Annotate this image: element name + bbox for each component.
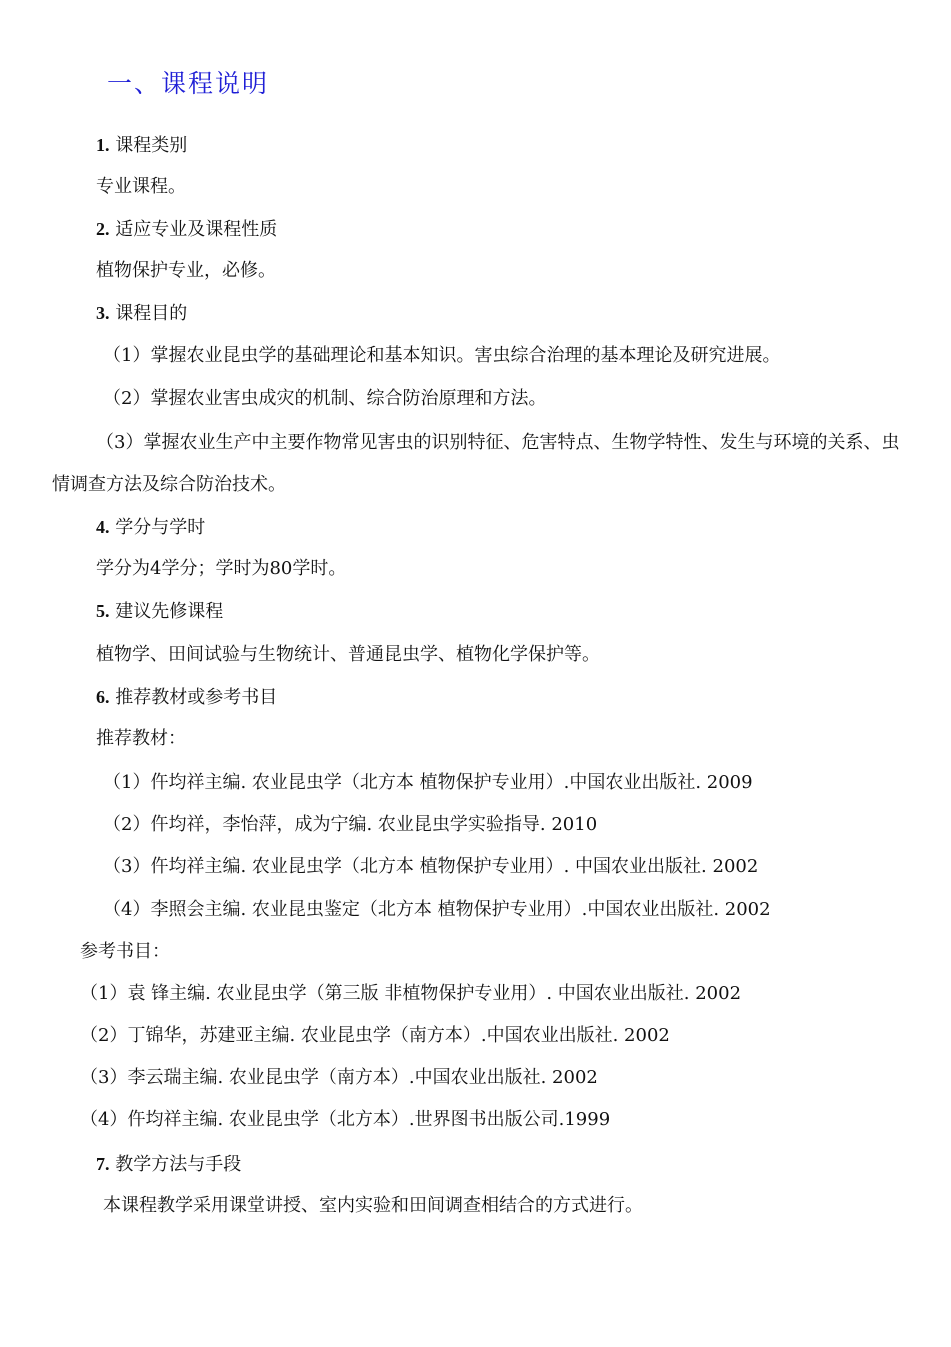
section-heading-7	[96, 1152, 241, 1177]
page-title: 一、课程说明	[107, 69, 270, 98]
section-number: 2.	[96, 219, 110, 239]
section-number: 1.	[96, 135, 110, 155]
section-number: 3.	[96, 303, 110, 323]
reference-item: （4）仵均祥主编. 农业昆虫学（北方本）.世界图书出版公司.1999	[80, 1109, 611, 1130]
section-heading-text: 课程目的	[115, 303, 188, 324]
section-heading-text: 适应专业及课程性质	[115, 219, 278, 240]
textbooks-label: 推荐教材：	[96, 728, 186, 749]
section-body-4: 学分为4学分；学时为80学时。	[96, 558, 347, 579]
section-heading-text: 推荐教材或参考书目	[115, 687, 278, 708]
section-heading-text: 教学方法与手段	[115, 1154, 242, 1175]
section-heading-text: 建议先修课程	[115, 601, 224, 622]
section-heading-3	[96, 301, 187, 326]
objective-item: （3）掌握农业生产中主要作物常见害虫的识别特征、危害特点、生物学特性、发生与环境的关系、虫情调查方法及综合防治技术。	[52, 432, 900, 495]
section-heading-2	[96, 217, 277, 242]
section-number: 6.	[96, 687, 110, 707]
reference-item: （1）袁 锋主编. 农业昆虫学（第三版 非植物保护专业用）. 中国农业出版社. 2002	[80, 983, 742, 1004]
textbook-item: （4）李照会主编. 农业昆虫鉴定（北方本 植物保护专业用）.中国农业出版社. 2002	[103, 899, 771, 920]
section-body-7: 本课程教学采用课堂讲授、室内实验和田间调查相结合的方式进行。	[103, 1195, 643, 1216]
objective-item: （2）掌握农业害虫成灾的机制、综合防治原理和方法。	[103, 388, 547, 409]
section-heading-text: 课程类别	[115, 135, 188, 156]
reference-item: （3）李云瑞主编. 农业昆虫学（南方本）.中国农业出版社. 2002	[80, 1067, 598, 1088]
section-heading-4	[96, 515, 205, 540]
textbook-item: （1）仵均祥主编. 农业昆虫学（北方本 植物保护专业用）.中国农业出版社. 2009	[103, 772, 753, 793]
section-body-1: 专业课程。	[96, 176, 186, 197]
section-heading-1	[96, 133, 187, 158]
section-number: 7.	[96, 1154, 110, 1174]
section-heading-5	[96, 599, 223, 624]
objective-item: （1）掌握农业昆虫学的基础理论和基本知识。害虫综合治理的基本理论及研究进展。	[103, 345, 781, 366]
references-label: 参考书目：	[80, 941, 170, 962]
textbook-item: （2）仵均祥，李怡萍，成为宁编. 农业昆虫学实验指导. 2010	[103, 814, 598, 835]
section-body-2: 植物保护专业，必修。	[96, 260, 276, 281]
section-heading-6	[96, 685, 277, 710]
reference-item: （2）丁锦华，苏建亚主编. 农业昆虫学（南方本）.中国农业出版社. 2002	[80, 1025, 670, 1046]
textbook-item: （3）仵均祥主编. 农业昆虫学（北方本 植物保护专业用）. 中国农业出版社. 2002	[103, 856, 759, 877]
section-heading-text: 学分与学时	[115, 517, 206, 538]
section-number: 5.	[96, 601, 110, 621]
section-body-5: 植物学、田间试验与生物统计、普通昆虫学、植物化学保护等。	[96, 644, 600, 665]
section-number: 4.	[96, 517, 110, 537]
